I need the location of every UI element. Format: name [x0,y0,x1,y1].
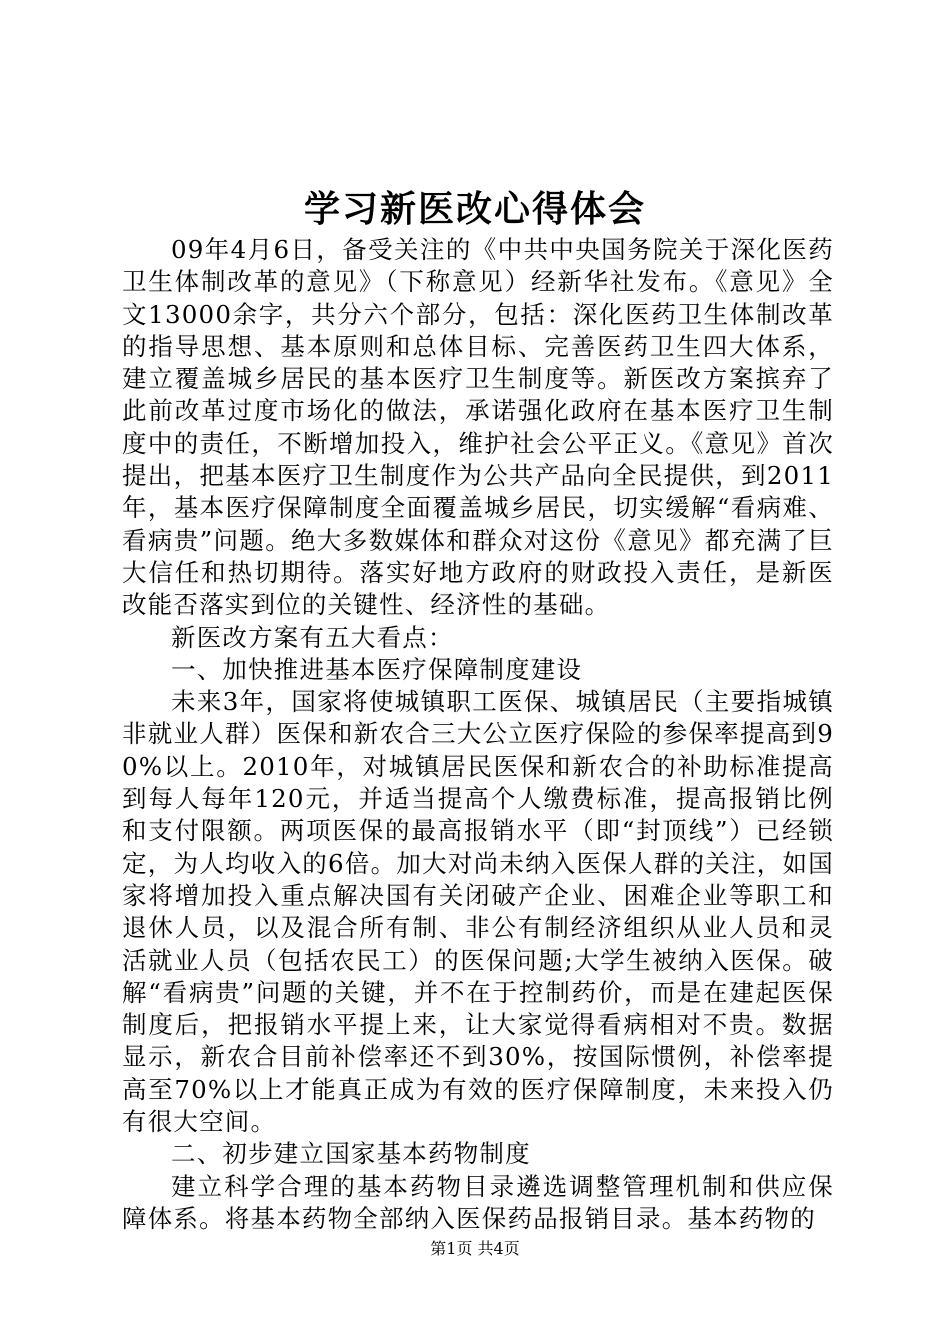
paragraph-section-1: 未来3年，国家将使城镇职工医保、城镇居民（主要指城镇非就业人群）医保和新农合三大公立医疗保险的参保率提高到90%以上。2010年，对城镇居民医保和新农合的补助标准提高到每人每年120元，并适当提高个人缴费标准，提高报销比例和支付限额。两项医保的最高报销水平（即“封顶线”）已经锁定，为人均收入的6倍。加大对尚未纳入医保人群的关注，如国家将增加投入重点解决国有关闭破产企业、困难企业等职工和退休人员，以及混合所有制、非公有制经济组织从业人员和灵活就业人员（包括农民工）的医保问题;大学生被纳入医保。破解“看病贵”问题的关键，并不在于控制药价，而是在建起医保制度后，把报销水平提上来，让大家觉得看病相对不贵。数据显示，新农合目前补偿率还不到30%，按国际惯例，补偿率提高至70%以上才能真正成为有效的医疗保障制度，未来投入仍有很大空间。 [122,687,834,1137]
document-title: 学习新医改心得体会 [303,189,646,230]
paragraph-intro: 09年4月6日，备受关注的《中共中央国务院关于深化医药卫生体制改革的意见》（下称意见）经新华社发布。《意见》全文13000余字，共分六个部分，包括：深化医药卫生体制改革的指导思想、基本原则和总体目标、完善医药卫生四大体系，建立覆盖城乡居民的基本医疗卫生制度等。新医改方案摈弃了此前改革过度市场化的做法，承诺强化政府在基本医疗卫生制度中的责任，不断增加投入，维护社会公平正义。《意见》首次提出，把基本医疗卫生制度作为公共产品向全民提供，到2011年，基本医疗保障制度全面覆盖城乡居民，切实缓解“看病难、看病贵”问题。绝大多数媒体和群众对这份《意见》都充满了巨大信任和热切期待。落实好地方政府的财政投入责任，是新医改能否落实到位的关键性、经济性的基础。 [122,235,834,620]
section-heading-1: 一、加快推进基本医疗保障制度建设 [171,654,583,684]
section-heading-2: 二、初步建立国家基本药物制度 [171,1139,531,1169]
paragraph-section-2: 建立科学合理的基本药物目录遴选调整管理机制和供应保障体系。将基本药物全部纳入医保药品报销目录。基本药物的 [122,1171,834,1233]
paragraph-highlights-intro: 新医改方案有五大看点： [171,622,454,652]
page-footer: 第1页 共4页 [430,1239,520,1258]
document-body [122,234,834,1235]
